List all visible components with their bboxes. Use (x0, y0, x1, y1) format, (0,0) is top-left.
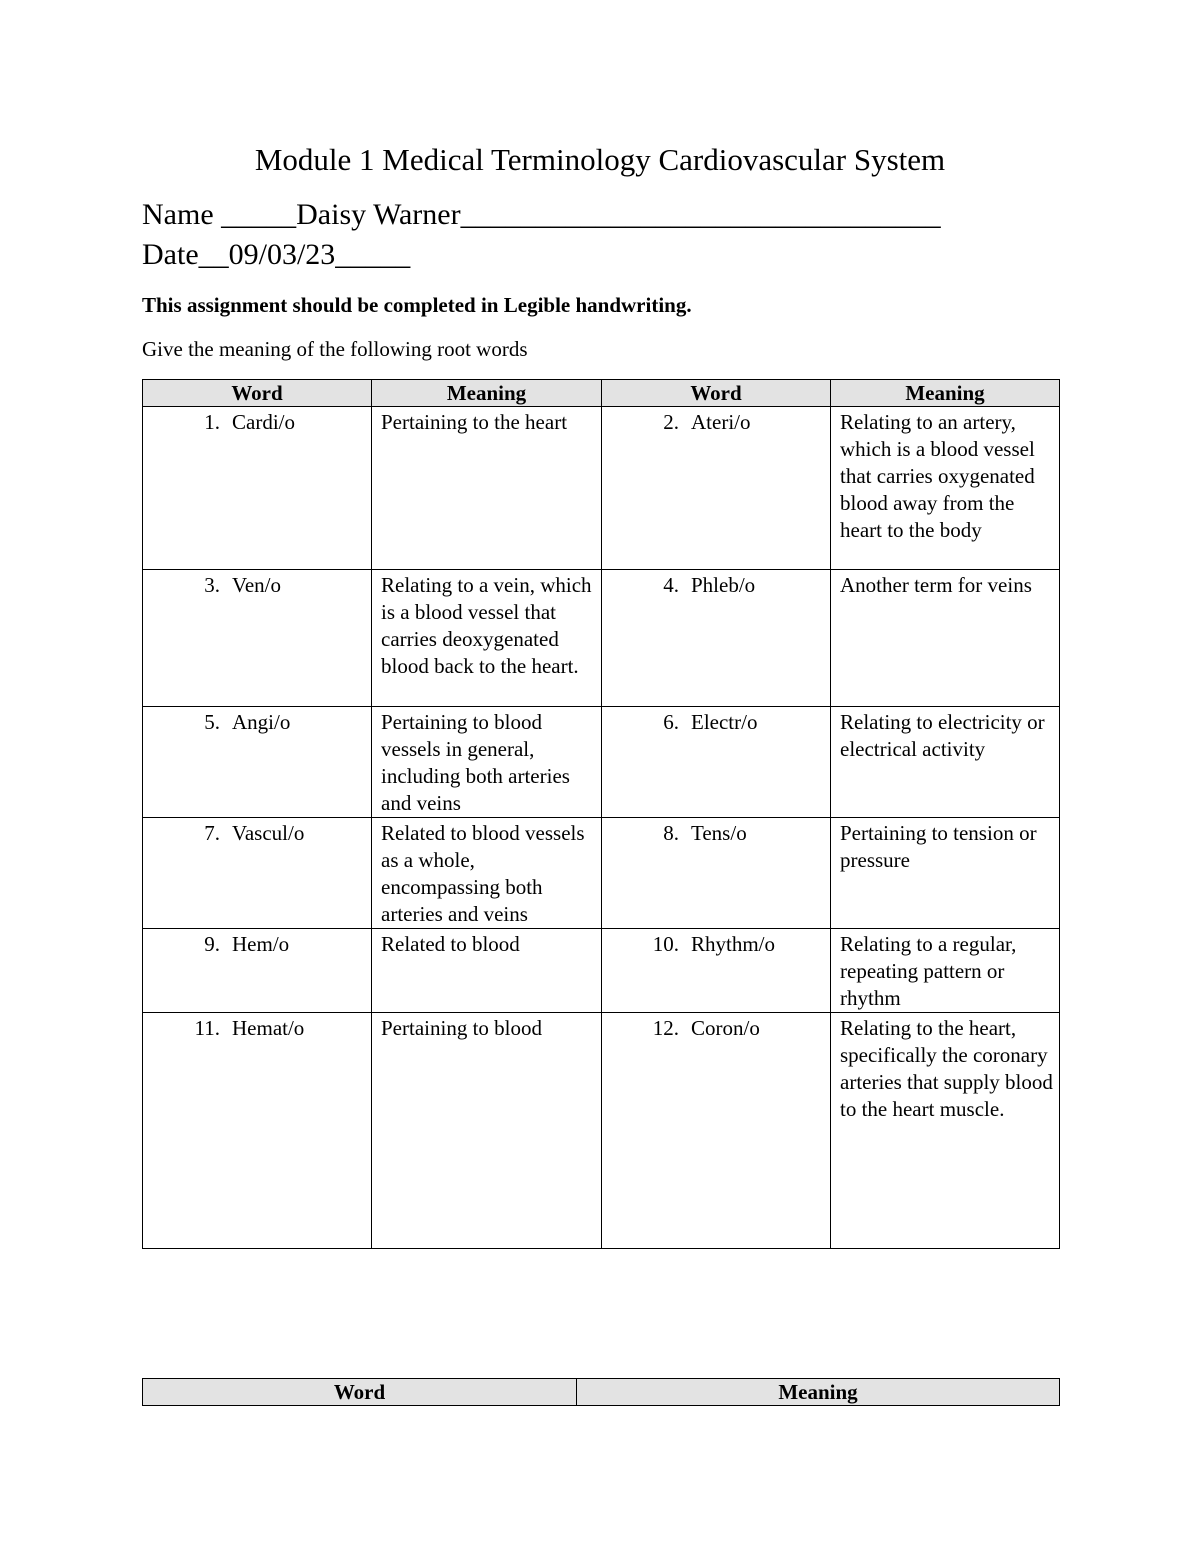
meaning-cell: Related to blood (372, 929, 602, 1013)
instruction-text: This assignment should be completed in Legible handwriting. (142, 293, 692, 317)
meaning-cell: Pertaining to blood vessels in general, including both arteries and veins (372, 707, 602, 818)
word-cell: 9. Hem/o (143, 929, 372, 1013)
meaning-cell: Pertaining to the heart (372, 407, 602, 570)
word-cell: 10. Rhythm/o (602, 929, 831, 1013)
header-word-1: Word (143, 380, 372, 407)
meaning-cell: Relating to the heart, specifically the coronary arteries that supply blood to the heart muscle. (831, 1013, 1060, 1249)
subtitle-text: Give the meaning of the following root words (142, 337, 528, 361)
table-row (143, 707, 1060, 818)
meaning-cell: Pertaining to tension or pressure (831, 818, 1060, 929)
word-cell: 4. Phleb/o (602, 570, 831, 707)
header-meaning-2: Meaning (831, 380, 1060, 407)
table-row (143, 570, 1060, 707)
table-header-row (143, 1379, 1060, 1406)
meaning-cell: Another term for veins (831, 570, 1060, 707)
header-meaning-1: Meaning (372, 380, 602, 407)
table-row (143, 818, 1060, 929)
meaning-cell: Relating to a vein, which is a blood vessel that carries deoxygenated blood back to the heart. (372, 570, 602, 707)
meaning-cell: Relating to a regular, repeating pattern or rhythm (831, 929, 1060, 1013)
word-cell: 7. Vascul/o (143, 818, 372, 929)
word-cell: 1. Cardi/o (143, 407, 372, 570)
header-word: Word (143, 1379, 577, 1406)
word-cell: 2. Ateri/o (602, 407, 831, 570)
word-cell: 6. Electr/o (602, 707, 831, 818)
meaning-cell: Relating to electricity or electrical activity (831, 707, 1060, 818)
word-cell: 8. Tens/o (602, 818, 831, 929)
table-row (143, 1013, 1060, 1249)
table-row (143, 929, 1060, 1013)
second-word-table (142, 1378, 1060, 1406)
header-meaning: Meaning (577, 1379, 1060, 1406)
table-header-row (143, 380, 1060, 407)
meaning-cell: Related to blood vessels as a whole, encompassing both arteries and veins (372, 818, 602, 929)
word-cell: 12. Coron/o (602, 1013, 831, 1249)
name-line: Name _____Daisy Warner________________________________ (142, 198, 941, 231)
word-cell: 3. Ven/o (143, 570, 372, 707)
meaning-cell: Pertaining to blood (372, 1013, 602, 1249)
word-cell: 5. Angi/o (143, 707, 372, 818)
table-row (143, 407, 1060, 570)
page-title: Module 1 Medical Terminology Cardiovascular System (254, 142, 946, 177)
meaning-cell: Relating to an artery, which is a blood vessel that carries oxygenated blood away from the heart to the body (831, 407, 1060, 570)
word-cell: 11. Hemat/o (143, 1013, 372, 1249)
date-line: Date__09/03/23_____ (142, 238, 411, 271)
root-words-table (142, 379, 1060, 1249)
header-word-2: Word (602, 380, 831, 407)
